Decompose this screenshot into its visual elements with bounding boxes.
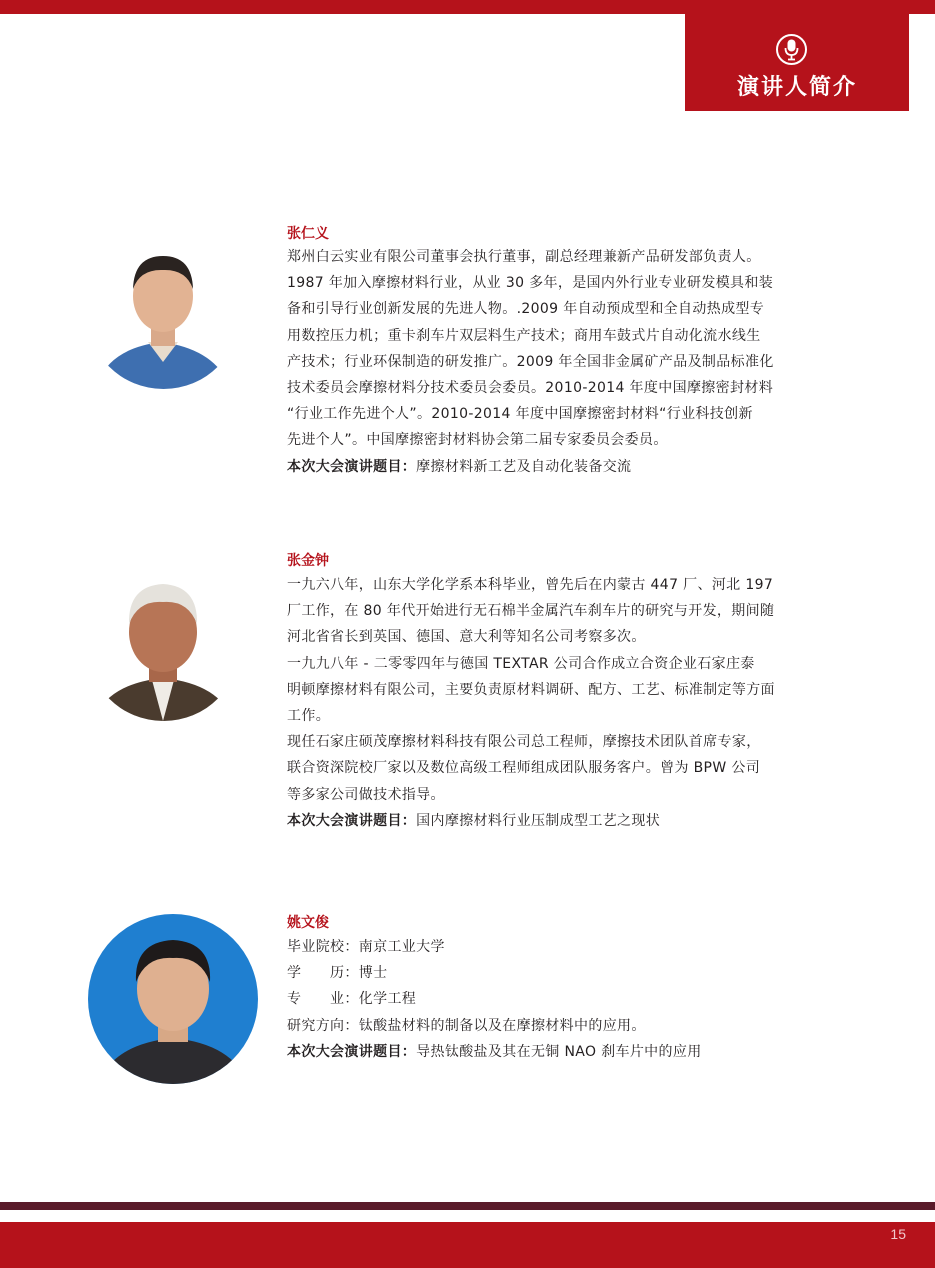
bio-line: 一九九八年 - 二零零四年与德国 TEXTAR 公司合作成立合资企业石家庄泰 bbox=[287, 655, 755, 672]
bio-line: 工作。 bbox=[287, 708, 331, 725]
bio-line: 现任石家庄硕茂摩擦材料科技有限公司总工程师，摩擦技术团队首席专家， bbox=[287, 734, 761, 751]
bio-line: “行业工作先进个人”。2010-2014 年度中国摩擦密封材料“行业科技创新 bbox=[287, 406, 753, 423]
speaker-name: 姚文俊 bbox=[287, 915, 329, 931]
bio-line: 厂工作，在 80 年代开始进行无石棉半金属汽车刹车片的研究与开发，期间随 bbox=[287, 603, 775, 620]
speaker-photo-2 bbox=[86, 566, 241, 721]
field-label: 毕业院校： bbox=[287, 939, 359, 955]
field-line bbox=[287, 934, 852, 960]
talk-title: 导热钛酸盐及其在无铜 NAO 刹车片中的应用 bbox=[416, 1043, 702, 1060]
field-value: 南京工业大学 bbox=[358, 939, 445, 955]
talk-title-line bbox=[287, 1039, 852, 1065]
bio-line: 河北省省长到英国、德国、意大利等知名公司考察多次。 bbox=[287, 629, 646, 646]
speaker-bio bbox=[287, 244, 852, 480]
bio-line: 明顿摩擦材料有限公司，主要负责原材料调研、配方、工艺、标准制定等方面 bbox=[287, 681, 775, 698]
footer-bar bbox=[0, 1222, 935, 1268]
bio-line: 等多家公司做技术指导。 bbox=[287, 786, 445, 803]
field-label: 专 业： bbox=[287, 991, 359, 1008]
field-label: 研究方向： bbox=[287, 1017, 359, 1034]
section-title: 演讲人简介 bbox=[736, 75, 857, 100]
bio-line: 技术委员会摩擦材料分技术委员会委员。2010-2014 年度中国摩擦密封材料 bbox=[287, 380, 774, 397]
talk-title: 国内摩擦材料行业压制成型工艺之现状 bbox=[416, 812, 661, 829]
footer-divider bbox=[0, 1202, 935, 1210]
microphone-icon bbox=[776, 34, 807, 65]
bio-line: 联合资深院校厂家以及数位高级工程师组成团队服务客户。曾为 BPW 公司 bbox=[287, 760, 761, 777]
speaker-name: 张金钟 bbox=[287, 553, 329, 569]
bio-line: 备和引导行业创新发展的先进人物。.2009 年自动预成型和全自动热成型专 bbox=[287, 301, 765, 318]
speaker-bio bbox=[287, 572, 852, 834]
speaker-photo-1 bbox=[86, 234, 241, 389]
talk-title: 摩擦材料新工艺及自动化装备交流 bbox=[416, 458, 632, 475]
speaker-photo-3 bbox=[88, 914, 258, 1084]
field-line bbox=[287, 986, 852, 1012]
field-value: 化学工程 bbox=[358, 991, 417, 1008]
speaker-bio bbox=[287, 934, 852, 1065]
talk-label: 本次大会演讲题目： bbox=[287, 1043, 417, 1060]
talk-title-line bbox=[287, 454, 852, 480]
talk-label: 本次大会演讲题目： bbox=[287, 812, 417, 829]
talk-title-line bbox=[287, 808, 852, 834]
bio-line: 先进个人”。中国摩擦密封材料协会第二届专家委员会委员。 bbox=[287, 432, 668, 449]
bio-line: 产技术；行业环保制造的研发推广。2009 年全国非金属矿产品及制品标准化 bbox=[287, 353, 774, 370]
speaker-name: 张仁义 bbox=[287, 226, 329, 242]
field-value: 钛酸盐材料的制备以及在摩擦材料中的应用。 bbox=[358, 1017, 646, 1034]
talk-label: 本次大会演讲题目： bbox=[287, 458, 417, 475]
bio-line: 郑州白云实业有限公司董事会执行董事，副总经理兼新产品研发部负责人。 bbox=[287, 249, 761, 265]
page-number: 15 bbox=[890, 1226, 906, 1242]
field-line bbox=[287, 1013, 852, 1039]
field-value: 博士 bbox=[358, 965, 388, 982]
bio-line: 用数控压力机；重卡刹车片双层料生产技术；商用车鼓式片自动化流水线生 bbox=[287, 327, 761, 344]
bio-line: 一九六八年，山东大学化学系本科毕业，曾先后在内蒙古 447 厂、河北 197 bbox=[287, 577, 774, 593]
bio-line: 1987 年加入摩擦材料行业，从业 30 多年，是国内外行业专业研发模具和装 bbox=[287, 275, 774, 292]
field-line bbox=[287, 960, 852, 986]
field-label: 学 历： bbox=[287, 965, 359, 982]
